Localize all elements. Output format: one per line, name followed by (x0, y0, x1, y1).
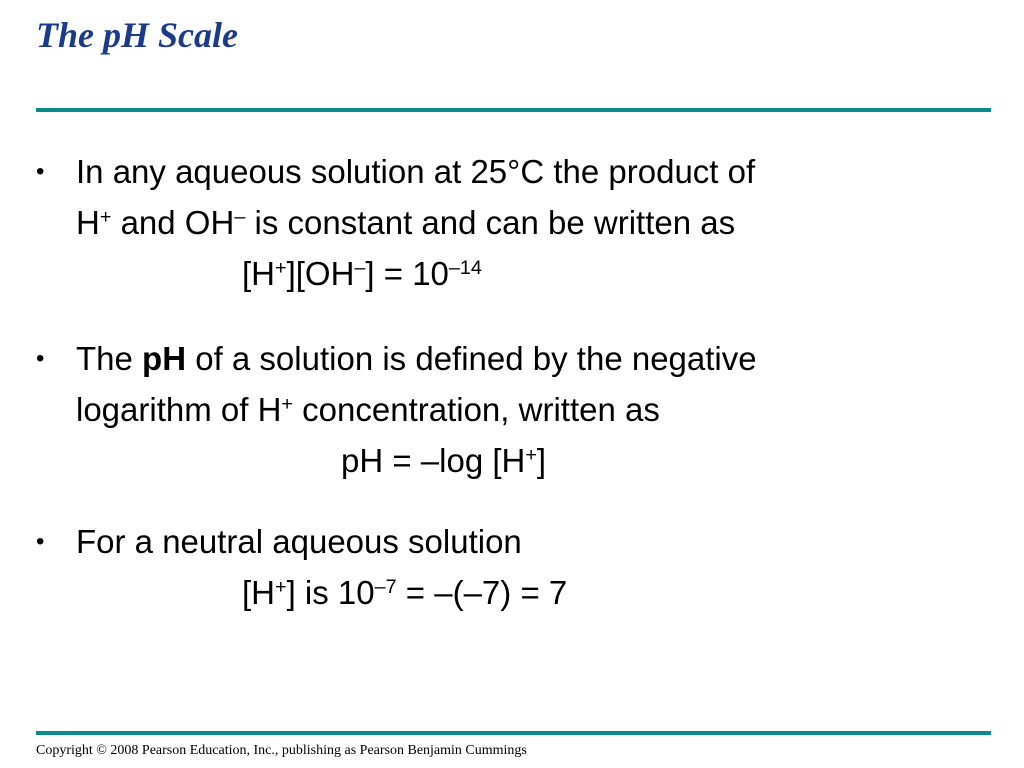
title-divider (36, 108, 991, 112)
bullet-text-line: H+ and OH– is constant and can be written as (76, 204, 736, 241)
page-title: The pH Scale (36, 15, 238, 55)
bullet-icon: • (36, 345, 45, 372)
bullet-item-ph-definition (36, 333, 986, 486)
bullet-text-line: logarithm of H+ concentration, written as (76, 391, 660, 428)
footer-divider (36, 731, 991, 735)
equation-ph: pH = –log [H+] (341, 442, 547, 479)
bullet-text-line: In any aqueous solution at 25°C the product of (76, 153, 756, 190)
bullet-list (36, 146, 986, 618)
bullet-icon: • (36, 158, 45, 185)
equation-ion-product: $[H^+][OH^-] = 10^{-14}$ (242, 255, 482, 292)
equation-neutral-ph: [H+] is $10^{-7} = -(-7) = 7$ (242, 574, 568, 611)
copyright-notice: Copyright © 2008 Pearson Education, Inc., publishing as Pearson Benjamin Cummings (36, 743, 527, 758)
bullet-text-line: The pH of a solution is defined by the negative (76, 340, 757, 377)
bullet-icon: • (36, 528, 45, 555)
bullet-item-water-product (36, 146, 986, 299)
bullet-item-neutral-solution (36, 516, 986, 618)
bullet-text-line: For a neutral aqueous solution (76, 523, 522, 560)
